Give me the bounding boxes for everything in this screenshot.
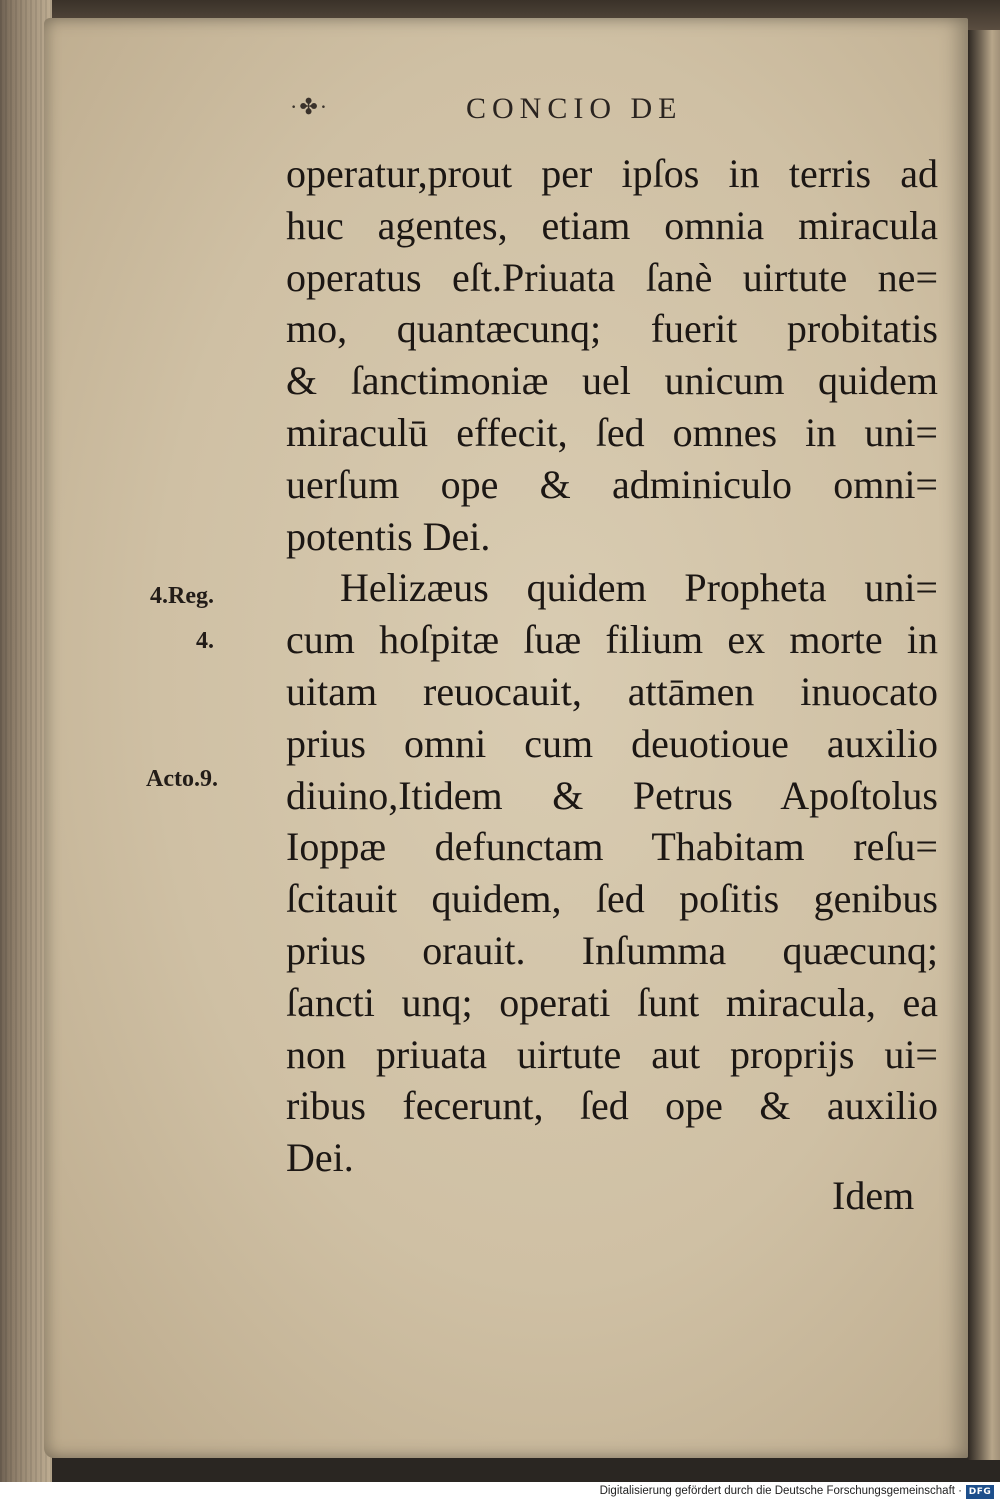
running-title: CONCIO DE [466,92,683,125]
text-line: prius orauit. Inſumma quæcunq; [286,927,938,973]
text-line: mo, quantæcunq; fuerit probitatis [286,306,938,352]
text-line: cum hoſpitæ ſuæ filium ex morte in [286,617,938,663]
header-ornament: ·✤· [290,94,330,119]
dfg-logo: DFG [966,1485,994,1499]
text-line: potentis Dei. [286,513,491,559]
text-line: ribus fecerunt, ſed ope & auxilio [286,1083,938,1129]
text-line: prius omni cum deuotioue auxilio [286,720,938,766]
text-line: miraculū effecit, ſed omnes in uni= [286,409,938,455]
marginal-note-acts: Acto.9. [146,766,218,792]
body-text [286,148,938,1184]
funding-credit: Digitalisierung gefördert durch die Deutsche Forschungsgemeinschaft · [599,1485,962,1497]
digitization-footer [0,1482,1000,1503]
text-line: Dei. [286,1135,354,1181]
text-line: & ſanctimoniæ uel unicum quidem [286,358,938,404]
text-line: Ioppæ defunctam Thabitam reſu= [286,824,938,870]
text-line: uerſum ope & adminiculo omni= [286,461,938,507]
marginal-note-reg: 4.Reg. [150,583,214,609]
text-line: operatus eſt.Priuata ſanè uirtute ne= [286,254,938,300]
text-line: ſcitauit quidem, ſed poſitis genibus [286,876,938,922]
catchword: Idem [832,1173,915,1218]
text-line: ſancti unq; operati ſunt miracula, ea [286,979,938,1025]
facing-page-edge [968,30,1000,1460]
text-line: operatur,prout per ipſos in terris ad [286,151,938,196]
text-line: Helizæus quidem Propheta uni= [340,565,938,611]
page-header [270,92,790,132]
marginal-note-reg-chapter: 4. [196,628,214,654]
text-line: diuino,Itidem & Petrus Apoſtolus [286,772,938,818]
text-line: huc agentes, etiam omnia miracula [286,202,938,248]
text-line: non priuata uirtute aut proprijs ui= [286,1031,938,1077]
text-line: uitam reuocauit, attāmen inuocato [286,668,938,714]
